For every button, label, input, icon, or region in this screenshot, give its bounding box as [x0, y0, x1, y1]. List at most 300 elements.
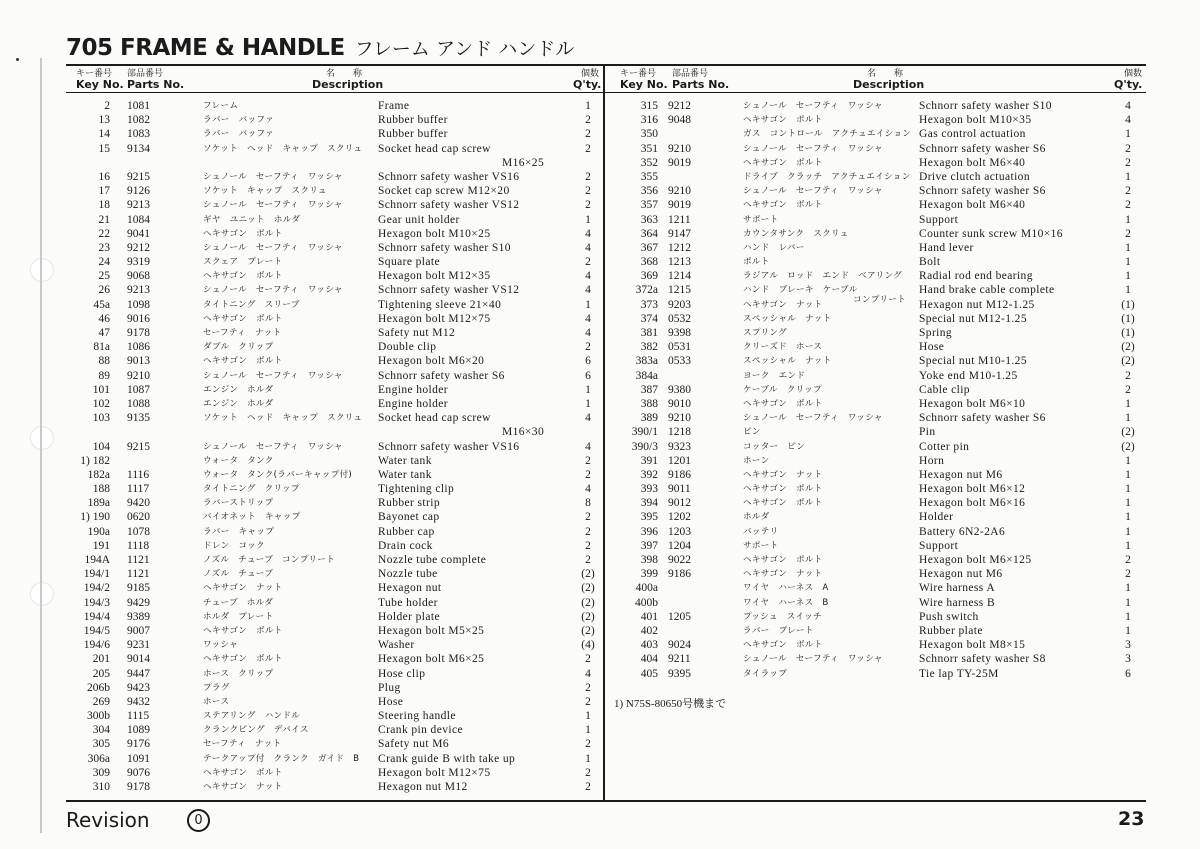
- key-number: 16: [98, 170, 110, 183]
- quantity: 2: [585, 454, 591, 467]
- japanese-name: シュノール セーフティ ワッシャ: [743, 186, 883, 197]
- key-number: 373: [640, 298, 658, 311]
- japanese-name: シュノール セーフティ ワッシャ: [743, 654, 883, 665]
- title-japanese: フレーム アンド ハンドル: [354, 38, 575, 60]
- japanese-name: フレーム: [203, 101, 239, 111]
- binder-edge: [40, 58, 42, 833]
- key-number: 201: [92, 653, 110, 666]
- quantity: (2): [581, 610, 595, 623]
- quantity: (2): [1121, 426, 1135, 439]
- parts-number: 9076: [127, 766, 150, 779]
- quantity: 2: [585, 468, 591, 481]
- description: Schnorr safety washer S10: [919, 100, 1052, 112]
- description: Hexagon bolt M10×35: [919, 114, 1032, 127]
- table-row: [66, 539, 601, 553]
- description: Gas control actuation: [919, 128, 1026, 141]
- quantity: 1: [1125, 170, 1131, 183]
- header-parts-right: 部品番号 Parts No.: [672, 69, 730, 91]
- key-number: 194/6: [83, 639, 110, 652]
- quantity: 2: [585, 114, 591, 127]
- key-number: 269: [92, 695, 110, 708]
- quantity: 1: [1125, 468, 1131, 481]
- japanese-name: シュノール セーフティ ワッシャ: [203, 370, 343, 381]
- description: Cotter pin: [919, 440, 970, 453]
- quantity: 1: [585, 397, 591, 410]
- key-number: 17: [98, 185, 110, 198]
- parts-number: 1116: [127, 468, 150, 481]
- header-desc-left: 名 称 Description: [312, 69, 384, 91]
- description: Hexagon bolt M6×10: [919, 397, 1026, 410]
- key-number: 352: [640, 156, 658, 169]
- description: Tube holder: [378, 596, 438, 609]
- table-row: [66, 553, 601, 567]
- quantity: 2: [585, 128, 591, 141]
- japanese-name: シュノール セーフティ ワッシャ: [203, 171, 343, 182]
- description: Rubber buffer: [378, 114, 448, 127]
- japanese-name: ヘキサゴン ボルト: [203, 767, 283, 778]
- quantity: (1): [1121, 327, 1135, 339]
- quantity: 2: [1125, 383, 1131, 396]
- description: Wire harness A: [919, 582, 996, 595]
- quantity: 2: [585, 554, 591, 566]
- quantity: 2: [585, 781, 591, 793]
- japanese-name: カウンタサンク スクリュ: [743, 228, 849, 239]
- description: Rubber buffer: [378, 128, 448, 141]
- key-number: 23: [98, 241, 110, 254]
- japanese-name: ホース クリップ: [203, 668, 274, 679]
- table-row: [66, 652, 601, 666]
- key-number: 45a: [93, 298, 110, 311]
- description: Special nut M10-1.25: [919, 355, 1027, 368]
- description: Holder plate: [378, 610, 440, 623]
- japanese-name: バッテリ: [743, 526, 779, 537]
- quantity: 6: [585, 369, 591, 382]
- japanese-name: シュノール セーフティ ワッシャ: [743, 413, 883, 424]
- description: Tie lap TY-25M: [919, 667, 999, 680]
- japanese-name: ヘキサゴン ボルト: [743, 498, 823, 509]
- key-number: 101: [92, 383, 110, 396]
- description: Pin: [919, 426, 936, 439]
- parts-number: 1081: [127, 100, 150, 112]
- quantity: 1: [585, 213, 591, 226]
- japanese-name: タイラップ: [743, 668, 788, 679]
- parts-number: 1121: [127, 554, 150, 566]
- table-row: [610, 113, 1142, 127]
- table-row: [610, 170, 1142, 184]
- parts-number: 9211: [668, 653, 691, 666]
- parts-number: 1089: [127, 724, 150, 737]
- key-number: 194/3: [83, 596, 110, 609]
- table-row: [66, 255, 601, 269]
- quantity: 2: [1125, 199, 1131, 212]
- japanese-name: ワッシャ: [203, 640, 238, 651]
- key-number: 190a: [87, 525, 110, 538]
- table-row: [610, 269, 1142, 283]
- quantity: (4): [581, 639, 595, 652]
- description: Hexagon nut M12-1.25: [919, 298, 1035, 311]
- parts-number: 9323: [668, 440, 691, 453]
- quantity: 1: [1125, 397, 1131, 410]
- description: Plug: [378, 681, 401, 694]
- japanese-name: ヘキサゴン ボルト: [743, 200, 823, 211]
- description: Drain cock: [378, 539, 433, 552]
- table-row: [610, 482, 1142, 496]
- description: Hexagon bolt M8×15: [919, 639, 1026, 652]
- parts-number: 9319: [127, 256, 150, 269]
- key-number: 194/1: [83, 568, 110, 581]
- table-row: [66, 482, 601, 496]
- quantity: (2): [581, 568, 595, 581]
- description: Hexagon bolt M5×25: [378, 624, 485, 637]
- description: Square plate: [378, 256, 440, 269]
- description: Holder: [919, 511, 954, 524]
- table-row: [610, 525, 1142, 539]
- quantity: 1: [585, 383, 591, 396]
- table-row: [66, 624, 601, 638]
- parts-number: 9203: [668, 298, 691, 311]
- japanese-name: ハンド レバー: [743, 242, 805, 253]
- parts-number: 9215: [127, 440, 150, 453]
- japanese-name: エンジン ホルダ: [203, 384, 274, 395]
- key-number: 395: [640, 511, 658, 524]
- japanese-name: ヘキサゴン ボルト: [203, 313, 283, 324]
- table-row: [66, 440, 601, 454]
- parts-number: 9147: [668, 227, 691, 240]
- description: Hose: [378, 695, 404, 708]
- parts-number: 9210: [668, 142, 691, 155]
- parts-number: 1212: [668, 241, 691, 254]
- japanese-name: ピン: [743, 427, 761, 438]
- parts-number: 0533: [668, 355, 691, 368]
- key-number: 24: [98, 256, 110, 269]
- quantity: 4: [585, 270, 591, 283]
- japanese-name: ホーン: [743, 455, 770, 466]
- table-row: [610, 312, 1142, 326]
- key-number: 388: [640, 397, 658, 410]
- parts-number: 1086: [127, 341, 150, 354]
- description: Schnorr safety washer VS16: [378, 170, 520, 183]
- japanese-name: ヘキサゴン ボルト: [743, 398, 823, 409]
- quantity: (2): [1121, 440, 1135, 453]
- parts-number: 9447: [127, 667, 150, 680]
- description: Support: [919, 213, 959, 226]
- quantity: 8: [585, 497, 591, 510]
- description: Hexagon bolt M6×40: [919, 199, 1026, 212]
- description: Hexagon bolt M10×25: [378, 227, 491, 240]
- description: Schnorr safety washer S10: [378, 241, 511, 254]
- quantity: 4: [585, 312, 591, 325]
- table-row: [66, 369, 601, 383]
- table-row: [610, 397, 1142, 411]
- parts-number: 9213: [127, 284, 150, 297]
- quantity: 2: [585, 511, 591, 524]
- japanese-name: ヘキサゴン ナット: [203, 782, 283, 792]
- japanese-name: ガス コントロール アクチュエイション: [743, 129, 912, 140]
- revision-number: 0: [187, 809, 210, 832]
- key-number: 400a: [635, 582, 658, 595]
- description: Hexagon bolt M6×125: [919, 554, 1032, 566]
- table-row: [610, 156, 1142, 170]
- quantity: (2): [1121, 355, 1135, 368]
- japanese-name: スクェア プレート: [203, 257, 283, 268]
- table-row: [610, 383, 1142, 397]
- key-number: 357: [640, 199, 658, 212]
- key-number: 305: [92, 738, 110, 751]
- table-row: [66, 127, 601, 141]
- key-number: 374: [640, 312, 658, 325]
- key-number: 13: [98, 114, 110, 127]
- table-row: [610, 553, 1142, 567]
- quantity: 4: [585, 327, 591, 339]
- japanese-name: ヘキサゴン ボルト: [203, 625, 283, 636]
- key-number: 397: [640, 539, 658, 552]
- parts-number: 1088: [127, 397, 150, 410]
- quantity: (2): [1121, 341, 1135, 354]
- description: Engine holder: [378, 397, 449, 410]
- key-number: 189a: [87, 497, 110, 510]
- description: Hexagon bolt M12×75: [378, 312, 491, 325]
- quantity: (1): [1121, 312, 1135, 325]
- table-row: [66, 340, 601, 354]
- japanese-name: ラバーストリップ: [203, 498, 274, 509]
- japanese-name: ウォータ タンク(ラバーキャップ付): [203, 469, 353, 480]
- table-row: [610, 198, 1142, 212]
- quantity: 1: [585, 752, 591, 765]
- description: Counter sunk screw M10×16: [919, 227, 1063, 240]
- key-number: 309: [92, 766, 110, 779]
- japanese-name: ヘキサゴン ボルト: [743, 555, 823, 565]
- description: Schnorr safety washer VS12: [378, 199, 520, 212]
- japanese-name: スペッシャル ナット: [743, 313, 832, 324]
- key-number: 310: [92, 781, 110, 793]
- parts-number: 1087: [127, 383, 150, 396]
- parts-number: 9213: [127, 199, 150, 212]
- quantity: 2: [1125, 227, 1131, 240]
- table-row: [66, 213, 601, 227]
- parts-number: 0531: [668, 341, 691, 354]
- parts-number: 9016: [127, 312, 150, 325]
- table-row: [66, 241, 601, 255]
- quantity: 2: [585, 681, 591, 694]
- description: Tightening sleeve 21×40: [378, 298, 502, 311]
- key-number: 304: [92, 724, 110, 737]
- description: Steering handle: [378, 710, 456, 723]
- description: Water tank: [378, 468, 432, 481]
- key-number: 300b: [87, 710, 110, 723]
- parts-number: 1118: [127, 539, 150, 552]
- key-number: 21: [98, 213, 110, 226]
- key-number: 393: [640, 483, 658, 496]
- quantity: 2: [1125, 369, 1131, 382]
- quantity: 2: [585, 199, 591, 212]
- key-number: 14: [98, 128, 110, 141]
- japanese-name: サポート: [743, 540, 779, 551]
- description: Yoke end M10-1.25: [919, 369, 1018, 382]
- revision-label: Revision: [66, 808, 150, 832]
- japanese-name: ヨーク エンド: [743, 370, 806, 381]
- table-row: [610, 496, 1142, 510]
- table-row: [610, 596, 1142, 610]
- quantity: 4: [1125, 100, 1131, 112]
- quantity: 2: [1125, 156, 1131, 169]
- quantity: 2: [1125, 568, 1131, 581]
- table-row: [66, 142, 601, 156]
- table-row: [610, 454, 1142, 468]
- quantity: (2): [581, 624, 595, 637]
- key-number: 26: [98, 284, 110, 297]
- parts-number: 9011: [668, 483, 691, 496]
- table-row: [66, 709, 601, 723]
- japanese-name: チューブ ホルダ: [203, 597, 274, 608]
- parts-number: 9231: [127, 639, 150, 652]
- quantity: 6: [1125, 667, 1131, 680]
- parts-number: 9398: [668, 327, 691, 339]
- quantity: 1: [1125, 525, 1131, 538]
- quantity: 4: [585, 284, 591, 297]
- japanese-name: タイトニング クリップ: [203, 484, 300, 495]
- parts-number: 9215: [127, 170, 150, 183]
- description: Push switch: [919, 610, 979, 623]
- key-number: 315: [640, 100, 658, 112]
- description: Hexagon nut M6: [919, 468, 1003, 481]
- description: Hose: [919, 341, 945, 354]
- japanese-name: ヘキサゴン ボルト: [203, 654, 283, 665]
- key-number: 102: [92, 397, 110, 410]
- description: Cable clip: [919, 383, 970, 396]
- table-row: [66, 737, 601, 751]
- table-row: [66, 198, 601, 212]
- page-number: 23: [1118, 808, 1145, 830]
- parts-number: 1201: [668, 454, 691, 467]
- japanese-name: クリーズド ホース: [743, 342, 823, 353]
- japanese-name: シュノール セーフティ ワッシャ: [203, 200, 343, 211]
- parts-number: 1091: [127, 752, 150, 765]
- table-row: [66, 780, 601, 794]
- table-row: [66, 681, 601, 695]
- table-row: [66, 667, 601, 681]
- parts-number: 9010: [668, 397, 691, 410]
- quantity: 2: [585, 738, 591, 751]
- key-number: 46: [98, 312, 110, 325]
- japanese-name: ヘキサゴン ナット: [743, 299, 823, 310]
- description: Schnorr safety washer VS16: [378, 440, 520, 453]
- table-row: [66, 425, 601, 439]
- japanese-name: シュノール セーフティ ワッシャ: [203, 441, 343, 452]
- parts-number: 9022: [668, 554, 691, 566]
- description: Support: [919, 539, 959, 552]
- description: Rubber plate: [919, 624, 983, 637]
- key-number: 368: [640, 256, 658, 269]
- quantity: 2: [585, 653, 591, 666]
- table-row: [66, 113, 601, 127]
- parts-number: 9429: [127, 596, 150, 609]
- description: Crank guide B with take up: [378, 752, 516, 765]
- quantity: 1: [1125, 241, 1131, 254]
- table-row: [610, 610, 1142, 624]
- description: Hexagon bolt M12×75: [378, 766, 491, 779]
- quantity: 1: [1125, 256, 1131, 269]
- key-number: 22: [98, 227, 110, 240]
- table-row: [610, 354, 1142, 368]
- japanese-name: サポート: [743, 214, 779, 225]
- quantity: 1: [585, 298, 591, 311]
- table-row: [66, 397, 601, 411]
- key-number: 381: [640, 327, 658, 339]
- description: Hexagon nut: [378, 582, 442, 595]
- japanese-name: ボルト: [743, 257, 770, 268]
- key-number: 194A: [84, 554, 110, 566]
- quantity: 1: [1125, 213, 1131, 226]
- key-number: 206b: [87, 681, 110, 694]
- key-number: 369: [640, 270, 658, 283]
- quantity: 1: [1125, 128, 1131, 141]
- key-number: 382: [640, 341, 658, 354]
- parts-number: 9135: [127, 412, 150, 425]
- parts-number: 9014: [127, 653, 150, 666]
- description: Safety nut M6: [378, 738, 449, 751]
- key-number: 396: [640, 525, 658, 538]
- table-row: [66, 496, 601, 510]
- japanese-name: ヘキサゴン ボルト: [203, 228, 283, 239]
- table-row: [610, 624, 1142, 638]
- parts-number: 1115: [127, 710, 150, 723]
- japanese-name: プラグ: [203, 682, 230, 693]
- table-row: [610, 227, 1142, 241]
- table-row: [66, 596, 601, 610]
- description: Hand brake cable complete: [919, 284, 1055, 297]
- key-number: 404: [640, 653, 658, 666]
- key-number: 402: [640, 624, 658, 637]
- key-number: 383a: [635, 355, 658, 368]
- key-number: 194/5: [83, 624, 110, 637]
- japanese-name: タイトニング スリーブ: [203, 299, 300, 310]
- table-row: [610, 638, 1142, 652]
- japanese-name: ラバー バッファ: [203, 115, 274, 126]
- parts-number: 9210: [668, 185, 691, 198]
- japanese-name: ヘキサゴン ボルト: [743, 484, 823, 495]
- description: Bayonet cap: [378, 511, 440, 524]
- quantity: 4: [585, 241, 591, 254]
- parts-number: 1078: [127, 525, 150, 538]
- japanese-name: ドレン コック: [203, 540, 265, 551]
- quantity: 1: [1125, 454, 1131, 467]
- key-number: 316: [640, 114, 658, 127]
- table-row: [610, 510, 1142, 524]
- table-row: [66, 283, 601, 297]
- table-row: [66, 298, 601, 312]
- description: M16×30: [502, 426, 545, 439]
- parts-number: 9176: [127, 738, 150, 751]
- quantity: 4: [585, 227, 591, 240]
- description: Double clip: [378, 341, 437, 354]
- parts-number: 9420: [127, 497, 150, 510]
- japanese-name: ステアリング ハンドル: [203, 711, 301, 722]
- parts-number: 1215: [668, 284, 691, 297]
- japanese-name: ヘキサゴン ナット: [743, 469, 823, 480]
- table-row: [66, 525, 601, 539]
- parts-number: 9048: [668, 114, 691, 127]
- parts-number: 1084: [127, 213, 150, 226]
- table-row: [610, 581, 1142, 595]
- parts-number: 9389: [127, 610, 150, 623]
- key-number: 1) 190: [80, 511, 110, 524]
- table-row: [66, 411, 601, 425]
- japanese-name: ソケット ヘッド キャップ スクリュ: [203, 413, 363, 424]
- key-number: 364: [640, 227, 658, 240]
- quantity: 2: [585, 539, 591, 552]
- quantity: 4: [1125, 114, 1131, 127]
- description: M16×25: [502, 156, 545, 169]
